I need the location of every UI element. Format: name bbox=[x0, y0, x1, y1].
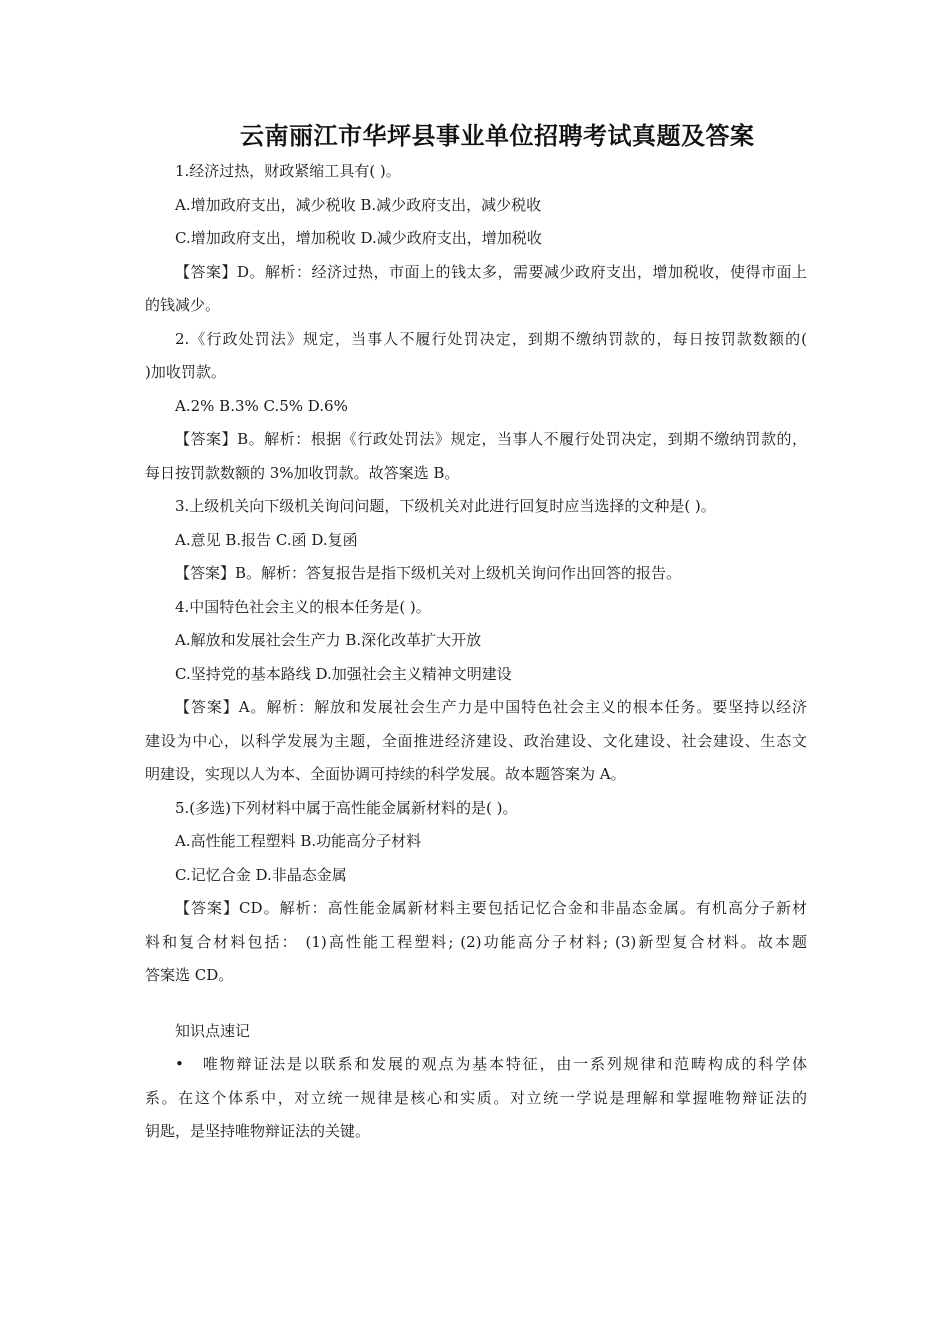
question-3: 3.上级机关向下级机关询问问题，下级机关对此进行回复时应当选择的文种是( )。 bbox=[175, 497, 716, 515]
answer-2-line-1: 【答案】B。解析：根据《行政处罚法》规定，当事人不履行处罚决定，到期不缴纳罚款的， bbox=[175, 430, 807, 448]
question-5-options-ab: A.高性能工程塑料 B.功能高分子材料 bbox=[175, 832, 422, 850]
answer-4-line-2: 建设为中心，以科学发展为主题，全面推进经济建设、政治建设、文化建设、社会建设、生态文 bbox=[145, 731, 807, 750]
question-4: 4.中国特色社会主义的根本任务是( )。 bbox=[175, 597, 431, 616]
page-title: 云南丽江市华坪县事业单位招聘考试真题及答案 bbox=[240, 121, 755, 150]
answer-4-line-3: 明建设，实现以人为本、全面协调可持续的科学发展。故本题答案为 A。 bbox=[145, 765, 626, 783]
section-title: 知识点速记 bbox=[175, 1021, 251, 1040]
answer-5-line-1: 【答案】CD。解析：高性能金属新材料主要包括记忆合金和非晶态金属。有机高分子新材 bbox=[175, 899, 807, 917]
question-3-options: A.意见 B.报告 C.函 D.复函 bbox=[175, 530, 358, 549]
answer-2-line-2: 每日按罚款数额的 3%加收罚款。故答案选 B。 bbox=[145, 463, 460, 482]
question-2-options: A.2% B.3% C.5% D.6% bbox=[175, 396, 348, 415]
knowledge-point-text-1: 唯物辩证法是以联系和发展的观点为基本特征，由一系列规律和范畴构成的科学体 bbox=[201, 1055, 807, 1073]
question-5: 5.(多选)下列材料中属于高性能金属新材料的是( )。 bbox=[175, 798, 518, 817]
question-5-options-cd: C.记忆合金 D.非晶态金属 bbox=[175, 865, 347, 884]
question-2-line-2: )加收罚款。 bbox=[145, 363, 226, 381]
question-2-line-1: 2.《行政处罚法》规定，当事人不履行处罚决定，到期不缴纳罚款的，每日按罚款数额的( bbox=[175, 329, 807, 348]
answer-3: 【答案】B。解析：答复报告是指下级机关对上级机关询问作出回答的报告。 bbox=[175, 564, 682, 582]
question-1-options-cd: C.增加政府支出，增加税收 D.减少政府支出，增加税收 bbox=[175, 229, 542, 247]
answer-1-line-1: 【答案】D。解析：经济过热，市面上的钱太多，需要减少政府支出，增加税收，使得市面上 bbox=[175, 262, 807, 281]
document-body bbox=[145, 155, 807, 1149]
answer-1-line-2: 的钱减少。 bbox=[145, 296, 221, 314]
answer-5-line-2: 料和复合材料包括： (1)高性能工程塑料; (2)功能高分子材料; (3)新型复合材料。故本题 bbox=[145, 932, 807, 951]
question-4-options-ab: A.解放和发展社会生产力 B.深化改革扩大开放 bbox=[175, 631, 482, 649]
bullet-icon: • bbox=[175, 1055, 184, 1073]
question-1: 1.经济过热，财政紧缩工具有( )。 bbox=[175, 162, 401, 180]
question-4-options-cd: C.坚持党的基本路线 D.加强社会主义精神文明建设 bbox=[175, 664, 512, 683]
answer-5-line-3: 答案选 CD。 bbox=[145, 966, 234, 984]
knowledge-point-line-1 bbox=[145, 1048, 807, 1082]
knowledge-point-line-2: 系。在这个体系中，对立统一规律是核心和实质。对立统一学说是理解和掌握唯物辩证法的 bbox=[145, 1088, 807, 1107]
knowledge-point-line-3: 钥匙，是坚持唯物辩证法的关键。 bbox=[145, 1122, 371, 1140]
section-gap bbox=[145, 993, 807, 1015]
answer-4-line-1: 【答案】A。解析：解放和发展社会生产力是中国特色社会主义的根本任务。要坚持以经济 bbox=[175, 698, 807, 716]
question-1-options-ab: A.增加政府支出，减少税收 B.减少政府支出，减少税收 bbox=[175, 195, 542, 214]
